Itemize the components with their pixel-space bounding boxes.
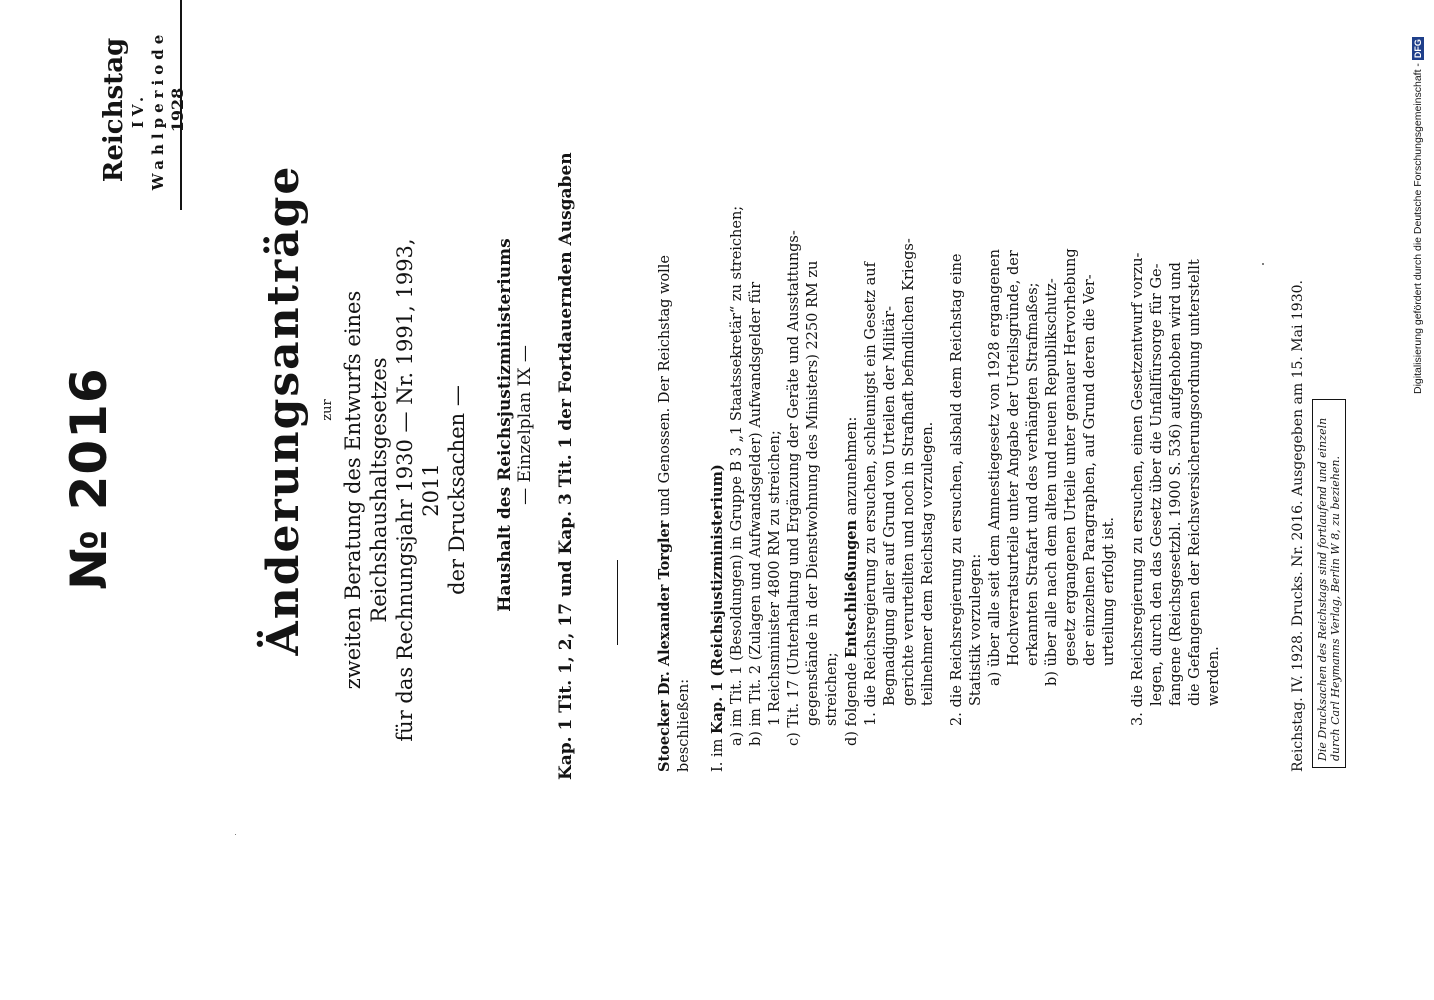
item-i-d — [842, 2, 862, 772]
resolution-1-cont: teilnehmer dem Reichstag vorzulegen. — [920, 421, 936, 706]
item-i-c-cont: gegenstände in der Dienstwohnung des Ministers) 2250 RM zu — [805, 260, 821, 726]
resolution-2-b-cont: urteilung erfolgt ist. — [1101, 516, 1117, 666]
resolution-2-b: b) über alle nach dem alten und neuen Republikschutz- — [1044, 278, 1060, 686]
resolution-3: 3. die Reichsregierung zu ersuchen, einen Gesetzentwurf vorzu- — [1130, 252, 1146, 726]
dfg-logo: DFG — [1413, 39, 1423, 59]
haushalt-heading: Haushalt des Reichsjustizministeriums — [495, 238, 515, 612]
item-i-d-rest: anzunehmen: — [844, 416, 860, 516]
item-i-prefix: I. im — [710, 738, 726, 772]
item-i-d-prefix: d) folgende — [844, 662, 860, 746]
scan-speck — [1262, 263, 1264, 265]
reichstag-header — [100, 10, 188, 210]
item-i-d-heading: Entschließungen — [843, 519, 860, 659]
einzelplan-heading: — Einzelplan IX — — [515, 345, 535, 505]
resolution-3-cont: legen, durch den das Gesetz über die Unfallfürsorge für Ge- — [1149, 263, 1165, 706]
publisher-notice-line: Die Drucksachen des Reichstags sind fortlaufend und einzeln — [1316, 417, 1329, 761]
motion-intro-line: beschließen: — [676, 678, 692, 772]
subtitle-line: zweiten Beratung des Entwurfs eines Reichshaushaltsgesetzes — [341, 290, 391, 690]
motion-intro-text: und Genossen. Der Reichstag wolle — [657, 255, 673, 516]
digitization-text: Digitalisierung gefördert durch die Deutsche Forschungsgemeinschaft - — [1412, 63, 1424, 394]
item-i-a: a) im Tit. 1 (Besoldungen) in Gruppe B 3 „1 Staatssekretär“ zu streichen; — [729, 205, 745, 746]
subtitle-line: der Drucksachen — — [445, 385, 469, 595]
subtitle — [340, 210, 470, 770]
title-connector: zur — [320, 399, 335, 421]
publisher-notice — [1312, 399, 1346, 768]
resolution-2-b-cont: der einzelnen Paragraphen, auf Grund deren die Ver- — [1082, 274, 1098, 666]
resolution-3-cont: die Gefangenen der Reichsversicherungsordnung unterstellt — [1187, 259, 1203, 706]
resolution-2-b-cont: gesetz ergangenen Urteile unter genauer Hervorhebung — [1063, 248, 1079, 666]
resolution-2-a-cont: erkannten Strafart und des verhängten Strafmaßes; — [1025, 282, 1041, 666]
scan-speck — [235, 834, 236, 835]
item-i-c-cont: streichen; — [824, 652, 840, 726]
resolution-3-cont: fangene (Reichsgesetzbl. 1900 S. 536) aufgehoben wird und — [1168, 262, 1184, 706]
resolution-1-cont: Begnadigung aller auf Grund von Urteilen der Militär- — [882, 305, 898, 706]
publisher-notice-line: durch Carl Heymanns Verlag, Berlin W 8, zu beziehen. — [1329, 456, 1342, 761]
resolution-2-cont: Statistik vorzulegen: — [968, 553, 984, 706]
kap-heading: Kap. 1 Tit. 1, 2, 17 und Kap. 3 Tit. 1 der Fortdauernden Ausgaben — [556, 152, 576, 780]
resolution-1-cont: gerichte verurteilten und noch in Strafhaft befindlichen Kriegs- — [901, 238, 917, 706]
reichstag-year: 1928 — [168, 87, 187, 133]
subtitle-line: für das Rechnungsjahr 1930 — Nr. 1991, 1993, 2011 — [393, 238, 443, 742]
resolution-2-a-cont: Hochverratsurteile unter Angabe der Urteilsgründe, der — [1006, 250, 1022, 666]
item-i-heading: Kap. 1 (Reichsjustizministerium) — [709, 464, 726, 735]
motion-body — [655, 2, 1224, 772]
motion-signatories: Stoecker Dr. Alexander Torgler — [656, 520, 673, 772]
print-footer: Reichstag. IV. 1928. Drucks. Nr. 2016. Ausgegeben am 15. Mai 1930. — [1290, 280, 1306, 772]
section-divider — [463, 417, 464, 465]
resolution-3-cont: werden. — [1206, 646, 1222, 706]
reichstag-title: Reichstag — [99, 37, 129, 183]
item-i-b-cont: 1 Reichsminister 4800 RM zu streichen; — [767, 430, 783, 726]
resolution-2-a: a) über alle seit dem Amnestiegesetz von 1928 ergangenen — [987, 249, 1003, 686]
item-i — [708, 2, 728, 772]
wahlperiode: IV. Wahlperiode — [129, 29, 167, 191]
header-rule — [180, 0, 182, 210]
motion-intro — [655, 2, 675, 772]
section-divider — [617, 560, 618, 645]
item-i-b: b) im Tit. 2 (Zulagen und Aufwandsgelder) Aufwandsgelder für — [748, 281, 764, 746]
item-i-c: c) Tit. 17 (Unterhaltung und Ergänzung der Geräte und Ausstattungs- — [786, 230, 802, 746]
resolution-1: 1. die Reichsregierung zu ersuchen, schleunigst ein Gesetz auf — [863, 262, 879, 726]
document-number: № 2016 — [60, 367, 118, 590]
resolution-2: 2. die Reichsregierung zu ersuchen, alsbald dem Reichstag eine — [949, 253, 965, 726]
main-title: Änderungsanträge — [258, 164, 309, 656]
digitization-credit — [1412, 4, 1424, 394]
